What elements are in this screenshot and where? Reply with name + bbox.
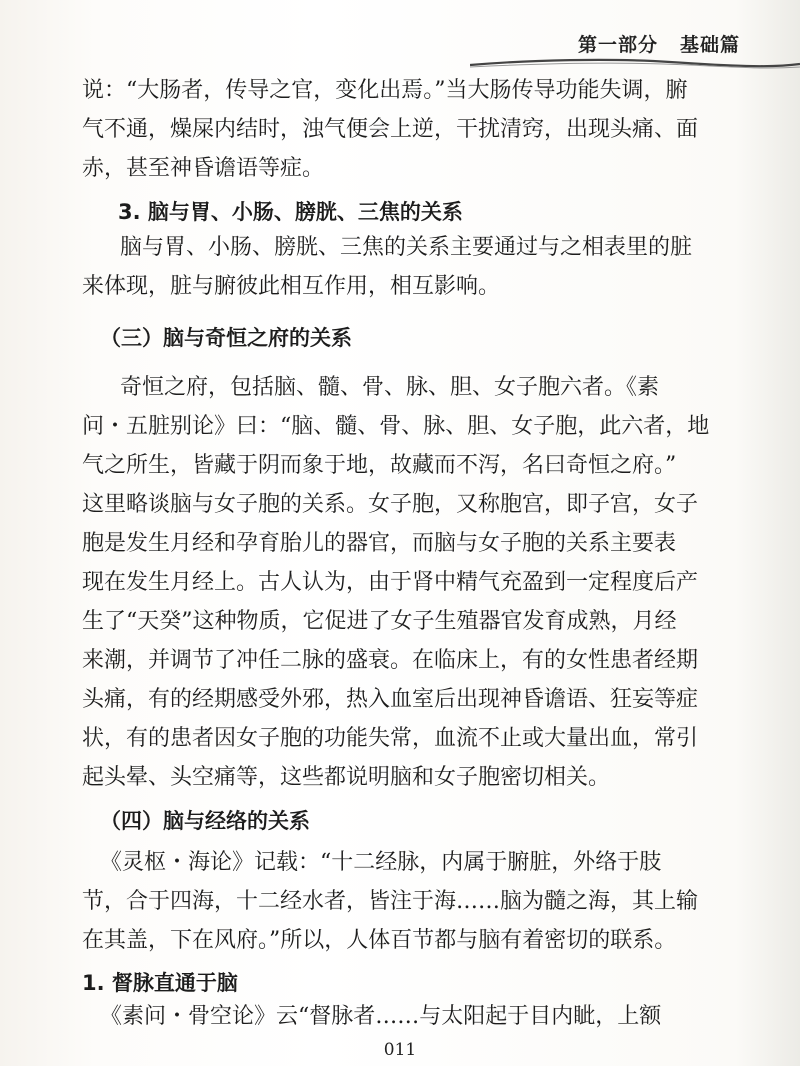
text-line: 《素问・骨空论》云“督脉者……与太阳起于目内眦，上额 — [100, 1004, 662, 1029]
section-heading: （四）脑与经络的关系 — [100, 809, 310, 833]
text-line: 来潮，并调节了冲任二脉的盛衰。在临床上，有的女性患者经期 — [82, 648, 699, 673]
text-line: 头痛，有的经期感受外邪，热入血室后出现神昏谵语、狂妄等症 — [82, 687, 699, 712]
text-line: 气不通，燥屎内结时，浊气便会上逆，干扰清窍，出现头痛、面 — [82, 117, 699, 142]
subsection-heading: 3. 脑与胃、小肠、膀胱、三焦的关系 — [118, 200, 463, 224]
text-line: 气之所生，皆藏于阴而象于地，故藏而不泻，名曰奇恒之府。” — [82, 453, 677, 478]
text-line: 生了“天癸”这种物质，它促进了女子生殖器官发育成熟，月经 — [82, 609, 677, 634]
running-header — [578, 30, 740, 57]
header-section: 基础篇 — [679, 34, 740, 56]
section-heading: （三）脑与奇恒之府的关系 — [100, 326, 352, 350]
text-line: 说：“大肠者，传导之官，变化出焉。”当大肠传导功能失调，腑 — [82, 78, 688, 103]
text-line: 来体现，脏与腑彼此相互作用，相互影响。 — [82, 274, 501, 299]
text-line: 胞是发生月经和孕育胎儿的器官，而脑与女子胞的关系主要表 — [82, 531, 677, 556]
text-line: 问・五脏别论》曰：“脑、髓、骨、脉、胆、女子胞，此六者，地 — [82, 414, 710, 439]
text-line: 赤，甚至神昏谵语等症。 — [82, 156, 325, 181]
header-rule — [470, 56, 800, 70]
text-line: 脑与胃、小肠、膀胱、三焦的关系主要通过与之相表里的脏 — [120, 235, 693, 260]
text-line: 节，合于四海，十二经水者，皆注于海……脑为髓之海，其上输 — [82, 889, 699, 914]
text-line: 奇恒之府，包括脑、髓、骨、脉、胆、女子胞六者。《素 — [120, 375, 660, 400]
text-line: 在其盖，下在风府。”所以，人体百节都与脑有着密切的联系。 — [82, 928, 677, 953]
text-line: 这里略谈脑与女子胞的关系。女子胞，又称胞宫，即子宫，女子 — [82, 492, 699, 517]
subsection-heading: 1. 督脉直通于脑 — [82, 971, 238, 995]
text-line: 起头晕、头空痛等，这些都说明脑和女子胞密切相关。 — [82, 765, 611, 790]
text-line: 现在发生月经上。古人认为，由于肾中精气充盈到一定程度后产 — [82, 570, 699, 595]
header-part: 第一部分 — [577, 34, 658, 56]
page-number: 011 — [383, 1040, 417, 1060]
text-line: 状，有的患者因女子胞的功能失常，血流不止或大量出血，常引 — [82, 726, 699, 751]
text-line: 《灵枢・海论》记载：“十二经脉，内属于腑脏，外络于肢 — [100, 850, 662, 875]
